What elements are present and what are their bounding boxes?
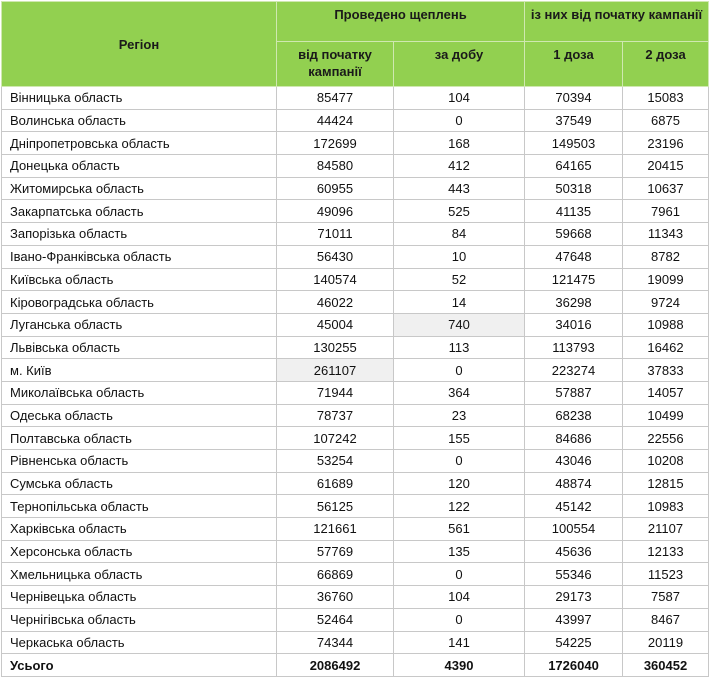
- per-day-cell: 0: [394, 563, 525, 586]
- per-day-cell: 561: [394, 518, 525, 541]
- per-day-cell: 364: [394, 381, 525, 404]
- since-start-cell: 261107: [277, 359, 394, 382]
- per-day-cell: 168: [394, 132, 525, 155]
- dose-1-cell: 149503: [525, 132, 623, 155]
- dose-2-cell: 10208: [623, 450, 709, 473]
- since-start-cell: 46022: [277, 291, 394, 314]
- since-start-cell: 53254: [277, 450, 394, 473]
- region-cell: Чернігівська область: [2, 608, 277, 631]
- region-cell: Хмельницька область: [2, 563, 277, 586]
- per-day-cell: 113: [394, 336, 525, 359]
- table-row: [2, 608, 709, 631]
- region-cell: Кіровоградська область: [2, 291, 277, 314]
- dose-2-cell: 8467: [623, 608, 709, 631]
- dose-1-cell: 37549: [525, 109, 623, 132]
- dose-2-cell: 10988: [623, 313, 709, 336]
- since-start-cell: 78737: [277, 404, 394, 427]
- dose-1-cell: 223274: [525, 359, 623, 382]
- table-header: [2, 2, 709, 87]
- since-start-cell: 130255: [277, 336, 394, 359]
- per-day-cell: 412: [394, 155, 525, 178]
- table-row: [2, 155, 709, 178]
- header-per-day: за добу: [394, 42, 525, 87]
- dose-1-cell: 59668: [525, 223, 623, 246]
- dose-2-cell: 20119: [623, 631, 709, 654]
- dose-2-cell: 8782: [623, 245, 709, 268]
- since-start-cell: 85477: [277, 87, 394, 110]
- table-row: [2, 87, 709, 110]
- dose-2-cell: 14057: [623, 381, 709, 404]
- dose-1-cell: 47648: [525, 245, 623, 268]
- dose-1-cell: 45636: [525, 540, 623, 563]
- header-since-start: від початку кампанії: [277, 42, 394, 87]
- dose-2-cell: 7961: [623, 200, 709, 223]
- totals-row: [2, 654, 709, 677]
- dose-1-cell: 57887: [525, 381, 623, 404]
- per-day-cell: 122: [394, 495, 525, 518]
- since-start-cell: 140574: [277, 268, 394, 291]
- dose-1-cell: 100554: [525, 518, 623, 541]
- per-day-cell: 10: [394, 245, 525, 268]
- totals-label: Усього: [2, 654, 277, 677]
- per-day-cell: 443: [394, 177, 525, 200]
- region-cell: Волинська область: [2, 109, 277, 132]
- since-start-cell: 52464: [277, 608, 394, 631]
- dose-2-cell: 16462: [623, 336, 709, 359]
- since-start-cell: 61689: [277, 472, 394, 495]
- since-start-cell: 56125: [277, 495, 394, 518]
- region-cell: м. Київ: [2, 359, 277, 382]
- vaccination-table: [1, 1, 709, 677]
- region-cell: Полтавська область: [2, 427, 277, 450]
- totals-per-day: 4390: [394, 654, 525, 677]
- since-start-cell: 45004: [277, 313, 394, 336]
- table-row: [2, 450, 709, 473]
- per-day-cell: 0: [394, 359, 525, 382]
- region-cell: Луганська область: [2, 313, 277, 336]
- table-body: [2, 87, 709, 654]
- since-start-cell: 84580: [277, 155, 394, 178]
- per-day-cell: 120: [394, 472, 525, 495]
- dose-2-cell: 11523: [623, 563, 709, 586]
- per-day-cell: 0: [394, 608, 525, 631]
- table-row: [2, 109, 709, 132]
- header-dose-1: 1 доза: [525, 42, 623, 87]
- per-day-cell: 0: [394, 109, 525, 132]
- dose-1-cell: 113793: [525, 336, 623, 359]
- dose-2-cell: 15083: [623, 87, 709, 110]
- per-day-cell: 155: [394, 427, 525, 450]
- dose-1-cell: 54225: [525, 631, 623, 654]
- dose-1-cell: 45142: [525, 495, 623, 518]
- table-row: [2, 313, 709, 336]
- dose-2-cell: 19099: [623, 268, 709, 291]
- region-cell: Запорізька область: [2, 223, 277, 246]
- since-start-cell: 74344: [277, 631, 394, 654]
- per-day-cell: 14: [394, 291, 525, 314]
- region-cell: Рівненська область: [2, 450, 277, 473]
- since-start-cell: 66869: [277, 563, 394, 586]
- table-row: [2, 586, 709, 609]
- dose-2-cell: 7587: [623, 586, 709, 609]
- dose-1-cell: 36298: [525, 291, 623, 314]
- table-row: [2, 631, 709, 654]
- dose-2-cell: 20415: [623, 155, 709, 178]
- per-day-cell: 104: [394, 87, 525, 110]
- region-cell: Одеська область: [2, 404, 277, 427]
- since-start-cell: 172699: [277, 132, 394, 155]
- table-row: [2, 177, 709, 200]
- table-row: [2, 291, 709, 314]
- region-cell: Чернівецька область: [2, 586, 277, 609]
- header-region: Регіон: [2, 2, 277, 87]
- dose-2-cell: 21107: [623, 518, 709, 541]
- region-cell: Вінницька область: [2, 87, 277, 110]
- dose-1-cell: 50318: [525, 177, 623, 200]
- region-cell: Миколаївська область: [2, 381, 277, 404]
- header-vaccinations-done: Проведено щеплень: [277, 2, 525, 42]
- region-cell: Житомирська область: [2, 177, 277, 200]
- region-cell: Івано-Франківська область: [2, 245, 277, 268]
- header-dose-2: 2 доза: [623, 42, 709, 87]
- dose-1-cell: 68238: [525, 404, 623, 427]
- dose-1-cell: 70394: [525, 87, 623, 110]
- dose-2-cell: 10499: [623, 404, 709, 427]
- since-start-cell: 56430: [277, 245, 394, 268]
- per-day-cell: 740: [394, 313, 525, 336]
- table-row: [2, 495, 709, 518]
- region-cell: Херсонська область: [2, 540, 277, 563]
- table-row: [2, 540, 709, 563]
- region-cell: Закарпатська область: [2, 200, 277, 223]
- dose-1-cell: 121475: [525, 268, 623, 291]
- dose-2-cell: 10983: [623, 495, 709, 518]
- table-row: [2, 404, 709, 427]
- since-start-cell: 49096: [277, 200, 394, 223]
- since-start-cell: 36760: [277, 586, 394, 609]
- dose-1-cell: 41135: [525, 200, 623, 223]
- table-row: [2, 223, 709, 246]
- dose-1-cell: 43997: [525, 608, 623, 631]
- dose-1-cell: 29173: [525, 586, 623, 609]
- table-row: [2, 200, 709, 223]
- dose-2-cell: 12815: [623, 472, 709, 495]
- table-row: [2, 427, 709, 450]
- totals-dose-2: 360452: [623, 654, 709, 677]
- dose-1-cell: 48874: [525, 472, 623, 495]
- dose-1-cell: 84686: [525, 427, 623, 450]
- table-row: [2, 381, 709, 404]
- table-row: [2, 132, 709, 155]
- since-start-cell: 57769: [277, 540, 394, 563]
- per-day-cell: 141: [394, 631, 525, 654]
- table-row: [2, 268, 709, 291]
- table-row: [2, 336, 709, 359]
- table-row: [2, 359, 709, 382]
- header-of-which-since-start: із них від початку кампанії: [525, 2, 709, 42]
- per-day-cell: 135: [394, 540, 525, 563]
- region-cell: Львівська область: [2, 336, 277, 359]
- per-day-cell: 525: [394, 200, 525, 223]
- dose-2-cell: 11343: [623, 223, 709, 246]
- since-start-cell: 71011: [277, 223, 394, 246]
- per-day-cell: 104: [394, 586, 525, 609]
- per-day-cell: 0: [394, 450, 525, 473]
- region-cell: Донецька область: [2, 155, 277, 178]
- region-cell: Сумська область: [2, 472, 277, 495]
- since-start-cell: 121661: [277, 518, 394, 541]
- region-cell: Харківська область: [2, 518, 277, 541]
- per-day-cell: 84: [394, 223, 525, 246]
- dose-1-cell: 43046: [525, 450, 623, 473]
- dose-1-cell: 55346: [525, 563, 623, 586]
- dose-2-cell: 10637: [623, 177, 709, 200]
- dose-2-cell: 12133: [623, 540, 709, 563]
- dose-2-cell: 22556: [623, 427, 709, 450]
- per-day-cell: 52: [394, 268, 525, 291]
- table-row: [2, 472, 709, 495]
- dose-2-cell: 6875: [623, 109, 709, 132]
- totals-dose-1: 1726040: [525, 654, 623, 677]
- since-start-cell: 60955: [277, 177, 394, 200]
- region-cell: Черкаська область: [2, 631, 277, 654]
- totals-since-start: 2086492: [277, 654, 394, 677]
- since-start-cell: 71944: [277, 381, 394, 404]
- dose-1-cell: 34016: [525, 313, 623, 336]
- since-start-cell: 44424: [277, 109, 394, 132]
- region-cell: Київська область: [2, 268, 277, 291]
- region-cell: Дніпропетровська область: [2, 132, 277, 155]
- dose-2-cell: 37833: [623, 359, 709, 382]
- table-row: [2, 563, 709, 586]
- dose-2-cell: 23196: [623, 132, 709, 155]
- per-day-cell: 23: [394, 404, 525, 427]
- table-row: [2, 518, 709, 541]
- region-cell: Тернопільська область: [2, 495, 277, 518]
- since-start-cell: 107242: [277, 427, 394, 450]
- table-row: [2, 245, 709, 268]
- dose-1-cell: 64165: [525, 155, 623, 178]
- dose-2-cell: 9724: [623, 291, 709, 314]
